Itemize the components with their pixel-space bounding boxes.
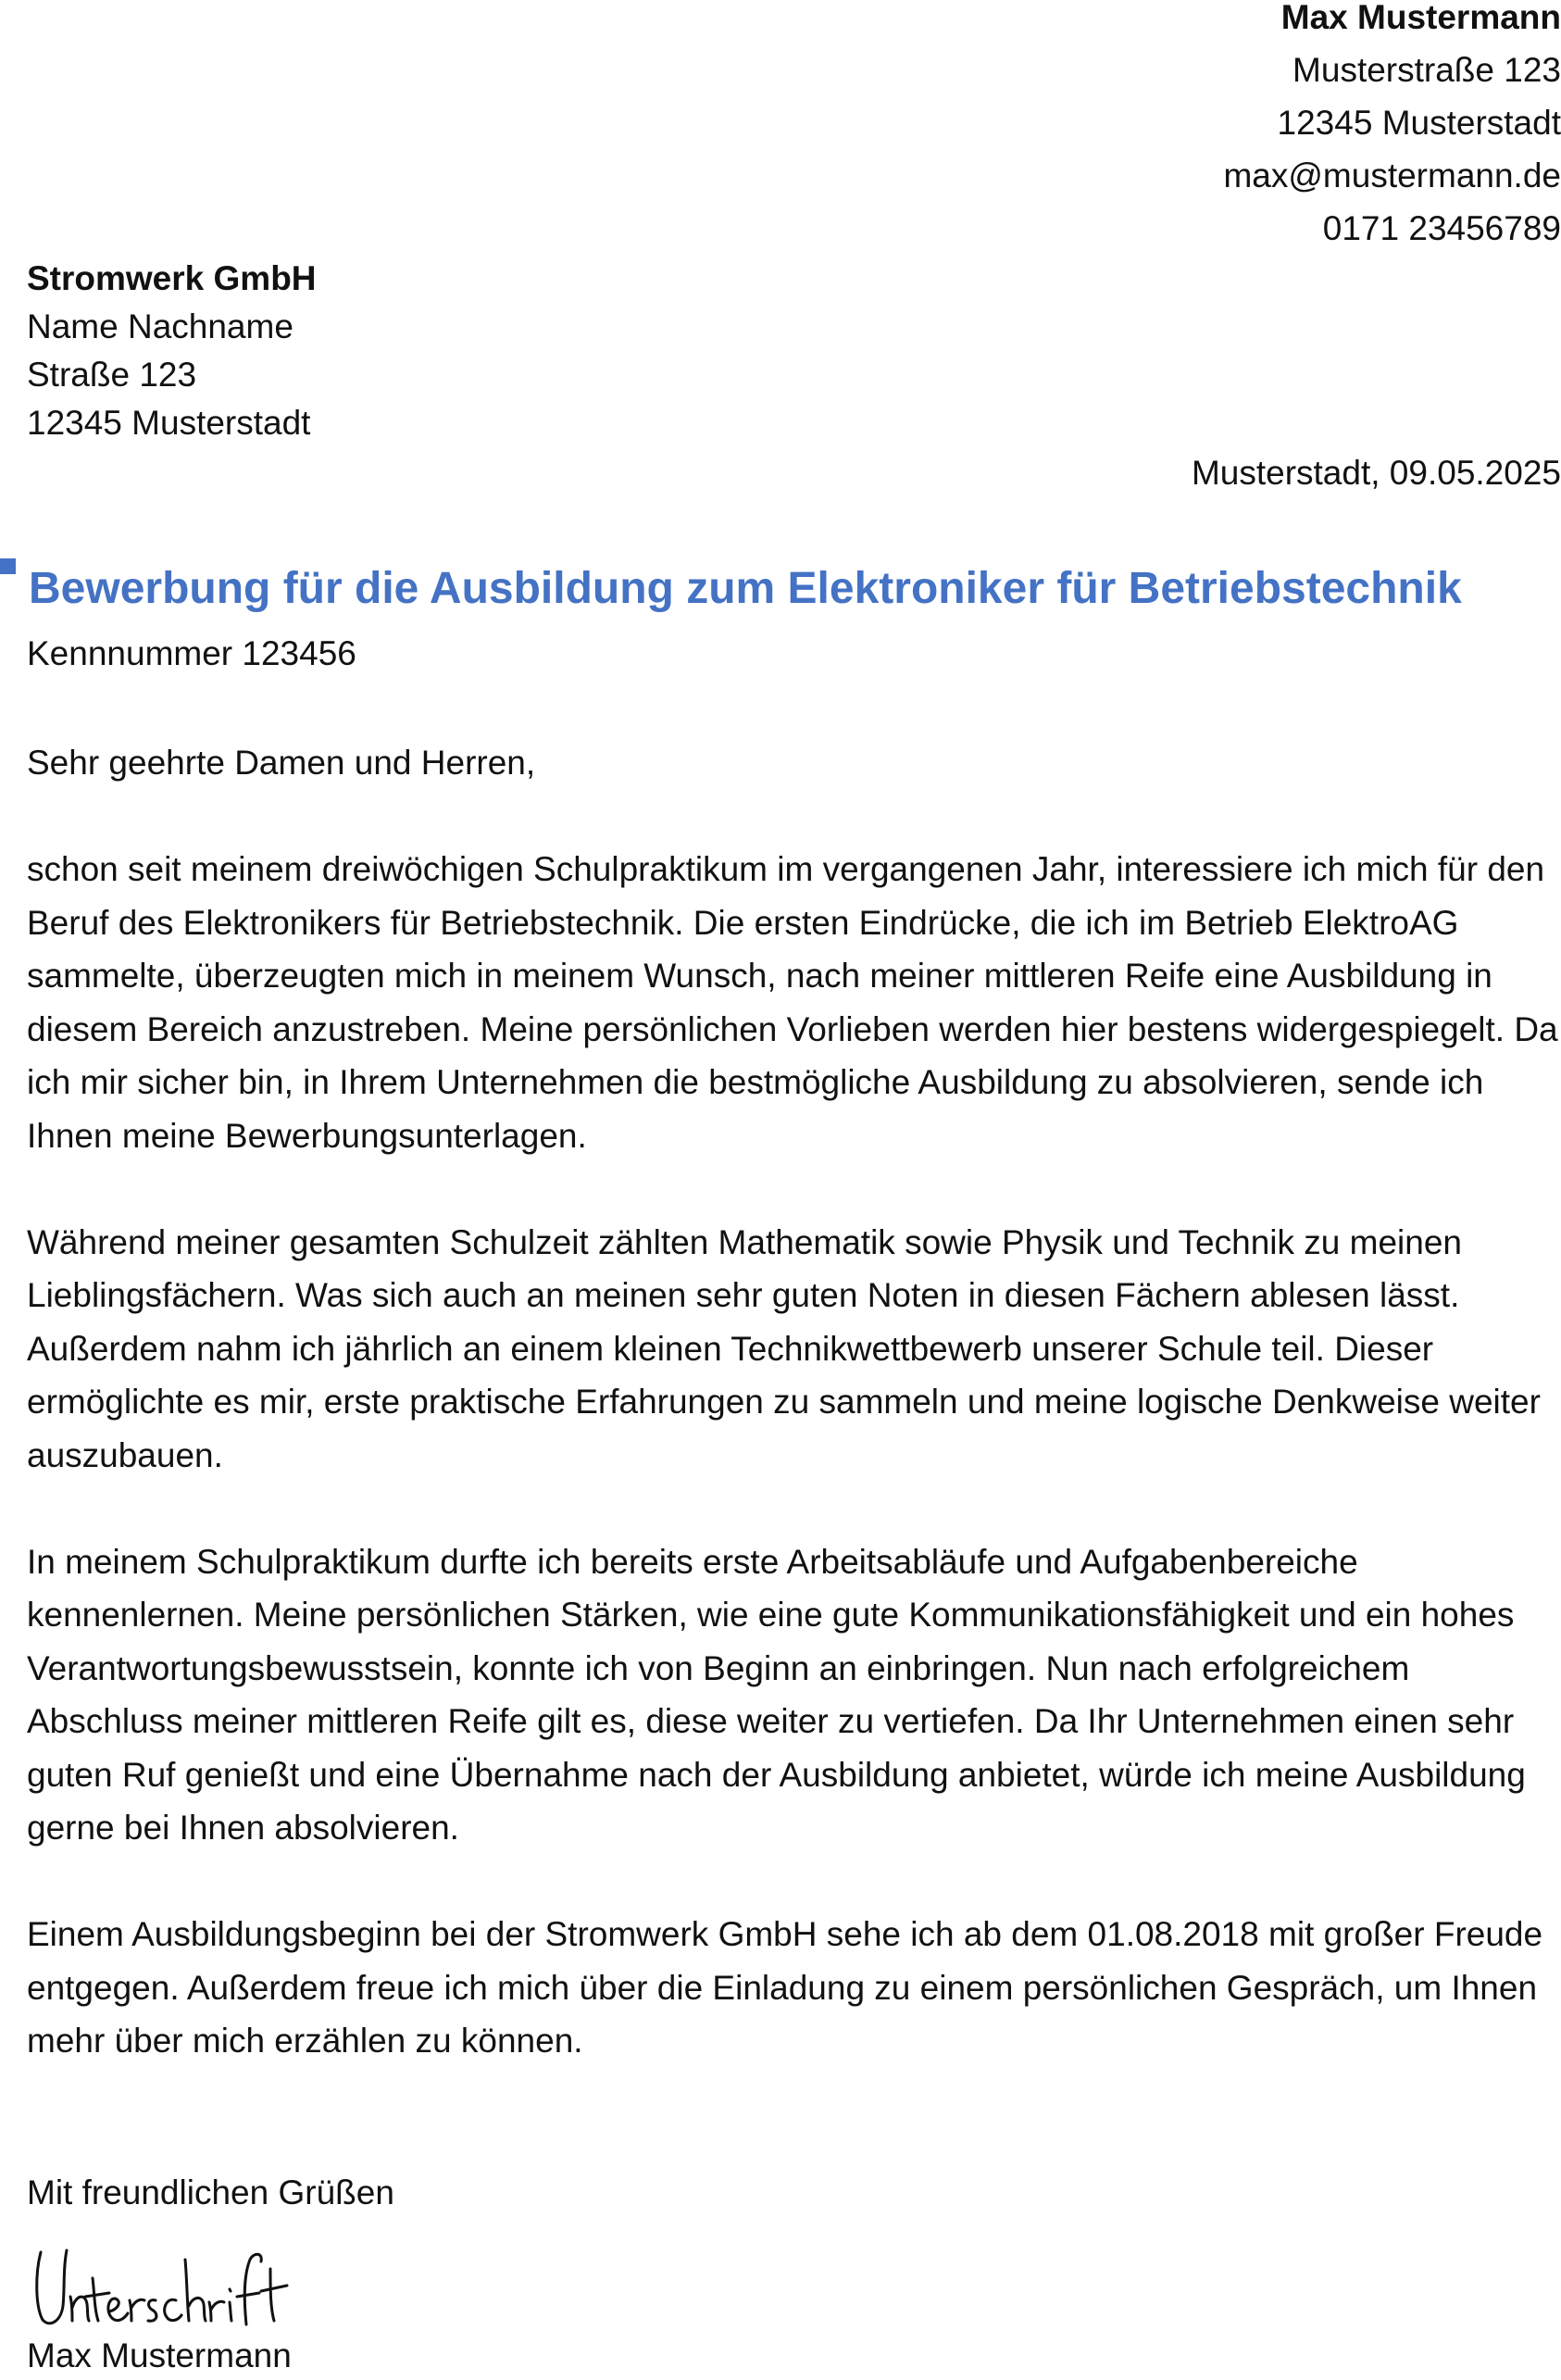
recipient-contact: Name Nachname [27, 307, 293, 345]
body-paragraph: Während meiner gesamten Schulzeit zählten Mathematik sowie Physik und Technik zu meinen Lieblingsfächern. Was sich auch an meinen sehr guten Noten in diesen Fächern ablesen lässt. Außerdem nahm ich jährlich an einem kleinen Technikwettbewerb unserer Schule teil. Dieser ermöglichte es mir, erste praktische Erfahrungen zu sammeln und meine logische Denkweise weiter auszubauen. [27, 1222, 1541, 1474]
recipient-company: Stromwerk GmbH [27, 259, 317, 297]
sender-name: Max Mustermann [1280, 0, 1561, 36]
sender-email: max@mustermann.de [1223, 157, 1561, 194]
body-paragraph: In meinem Schulpraktikum durfte ich bereits erste Arbeitsabläufe und Aufgabenbereiche kennenlernen. Meine persönlichen Stärken, wie eine gute Kommunikationsfähigkeit und ein hohes Verantwortungsbewusstsein, konnte ich von Beginn an einbringen. Nun nach erfolgreichem Abschluss meiner mittleren Reife gilt es, diese weiter zu vertiefen. Da Ihr Unternehmen einen sehr guten Ruf genießt und eine Übernahme nach der Ausbildung anbietet, würde ich meine Ausbildung gerne bei Ihnen absolvieren. [27, 1542, 1526, 1847]
subject-heading: Bewerbung für die Ausbildung zum Elektroniker für Betriebstechnik [29, 564, 1462, 613]
sender-street: Musterstraße 123 [1293, 51, 1561, 89]
reference-number: Kennnummer 123456 [27, 634, 356, 672]
recipient-address-block [27, 255, 317, 447]
heading-marker [0, 558, 16, 574]
sender-phone: 0171 23456789 [1322, 209, 1561, 247]
signer-name: Max Mustermann [27, 2336, 292, 2374]
closing-phrase: Mit freundlichen Grüßen [27, 2173, 394, 2211]
handwritten-signature [31, 2232, 328, 2334]
recipient-street: Straße 123 [27, 356, 197, 394]
salutation: Sehr geehrte Damen und Herren, [27, 744, 536, 782]
sender-address-block [728, 0, 1561, 255]
letter-body [27, 736, 1559, 2121]
recipient-city: 12345 Musterstadt [27, 404, 311, 442]
body-paragraph: schon seit meinem dreiwöchigen Schulpraktikum im vergangenen Jahr, interessiere ich mich für den Beruf des Elektronikers für Betriebstechnik. Die ersten Eindrücke, die ich im Betrieb ElektroAG sammelte, überzeugten mich in meinem Wunsch, nach meiner mittleren Reife eine Ausbildung in diesem Bereich anzustreben. Meine persönlichen Vorlieben werden hier bestens widergespiegelt. Da ich mir sicher bin, in Ihrem Unternehmen die bestmögliche Ausbildung zu absolvieren, sende ich Ihnen meine Bewerbungsunterlagen. [27, 850, 1558, 1155]
place-and-date: Musterstadt, 09.05.2025 [1191, 454, 1561, 492]
body-paragraph: Einem Ausbildungsbeginn bei der Stromwerk GmbH sehe ich ab dem 01.08.2018 mit großer Freude entgegen. Außerdem freue ich mich über die Einladung zu einem persönlichen Gespräch, um Ihnen mehr über mich erzählen zu können. [27, 1915, 1543, 2060]
sender-city: 12345 Musterstadt [1277, 104, 1561, 142]
